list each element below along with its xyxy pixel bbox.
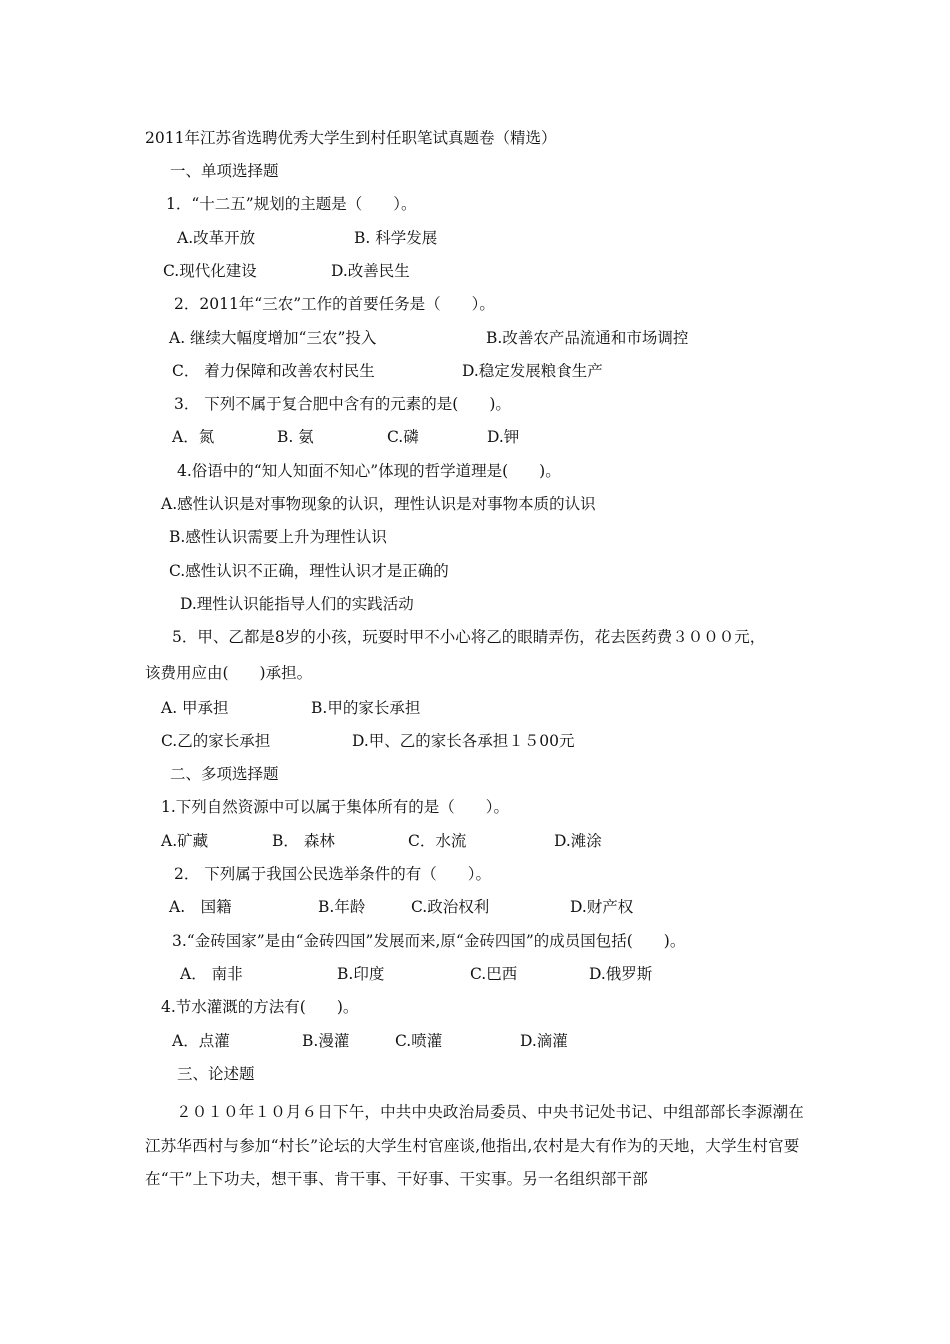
question-stem: 4.节水灌溉的方法有( )。 xyxy=(161,998,359,1016)
option-b: B.感性认识需要上升为理性认识 xyxy=(169,528,387,546)
question-stem: 2． 下列属于我国公民选举条件的有（ ）。 xyxy=(174,865,492,883)
option-c: C.现代化建设 xyxy=(163,262,257,280)
question-stem: 3． 下列不属于复合肥中含有的元素的是( )。 xyxy=(174,395,511,413)
option-c: C.巴西 xyxy=(470,965,518,983)
option-d: D.俄罗斯 xyxy=(589,965,653,983)
option-b: B. 科学发展 xyxy=(354,229,438,247)
option-b: B.改善农产品流通和市场调控 xyxy=(486,329,689,347)
option-a: A.改革开放 xyxy=(177,229,256,247)
option-c: C． 着力保障和改善农村民生 xyxy=(172,362,375,380)
document-title: 2011年江苏省选聘优秀大学生到村任职笔试真题卷（精选） xyxy=(145,129,557,147)
option-a: A．氮 xyxy=(172,428,215,446)
question-stem: 3.“金砖国家”是由“金砖四国”发展而来,原“金砖四国”的成员国包括( )。 xyxy=(172,932,686,950)
option-c: C．水流 xyxy=(408,832,467,850)
option-a: A. 国籍 xyxy=(169,898,232,916)
option-b: B.甲的家长承担 xyxy=(311,699,421,717)
question-stem: 1．“十二五”规划的主题是（ ）。 xyxy=(166,195,417,213)
option-d: D.钾 xyxy=(487,428,520,446)
option-d: D.改善民生 xyxy=(331,262,410,280)
option-c: C.政治权利 xyxy=(411,898,490,916)
option-d: D.滩涂 xyxy=(554,832,602,850)
option-c: C.感性认识不正确，理性认识才是正确的 xyxy=(169,562,449,580)
option-a: A． 南非 xyxy=(180,965,243,983)
section-heading-multiple-choice: 二、多项选择题 xyxy=(170,765,279,783)
question-stem: 5．甲、乙都是8岁的小孩，玩耍时甲不小心将乙的眼睛弄伤，花去医药费３０００元， xyxy=(172,628,766,646)
option-c: C.磷 xyxy=(387,428,419,446)
option-d: D.理性认识能指导人们的实践活动 xyxy=(180,595,414,613)
option-d: D.稳定发展粮食生产 xyxy=(462,362,603,380)
option-a: A．点灌 xyxy=(172,1032,230,1050)
option-b: B.漫灌 xyxy=(302,1032,350,1050)
option-a: A. 继续大幅度增加“三农”投入 xyxy=(169,329,377,347)
option-b: B. 氨 xyxy=(277,428,314,446)
option-a: A.感性认识是对事物现象的认识，理性认识是对事物本质的认识 xyxy=(161,495,596,513)
option-a: A.矿藏 xyxy=(161,832,209,850)
option-b: B.印度 xyxy=(337,965,385,983)
option-b: B． 森林 xyxy=(272,832,335,850)
section-heading-single-choice: 一、单项选择题 xyxy=(170,162,279,180)
option-a: A. 甲承担 xyxy=(161,699,229,717)
question-stem: 4.俗语中的“知人知面不知心”体现的哲学道理是( )。 xyxy=(177,462,561,480)
section-heading-essay: 三、论述题 xyxy=(177,1065,255,1083)
option-d: D.滴灌 xyxy=(520,1032,568,1050)
option-d: D.财产权 xyxy=(570,898,634,916)
question-stem-continued: 该费用应由( )承担。 xyxy=(145,664,313,682)
question-stem: 2．2011年“三农”工作的首要任务是（ ）。 xyxy=(174,295,495,313)
option-d: D.甲、乙的家长各承担１５00元 xyxy=(352,732,575,750)
option-c: C.乙的家长承担 xyxy=(161,732,271,750)
option-c: C.喷灌 xyxy=(395,1032,443,1050)
essay-paragraph: ２０１０年１０月６日下午，中共中央政治局委员、中央书记处书记、中组部部长李源潮在江苏华西村与参加“村长”论坛的大学生村官座谈,他指出,农村是大有作为的天地，大学生村官要在“干”上下功夫，想干事、肯干事、干好事、干实事。另一名组织部干部 xyxy=(145,1103,805,1188)
question-stem: 1.下列自然资源中可以属于集体所有的是（ ）。 xyxy=(161,798,510,816)
option-b: B.年龄 xyxy=(318,898,366,916)
